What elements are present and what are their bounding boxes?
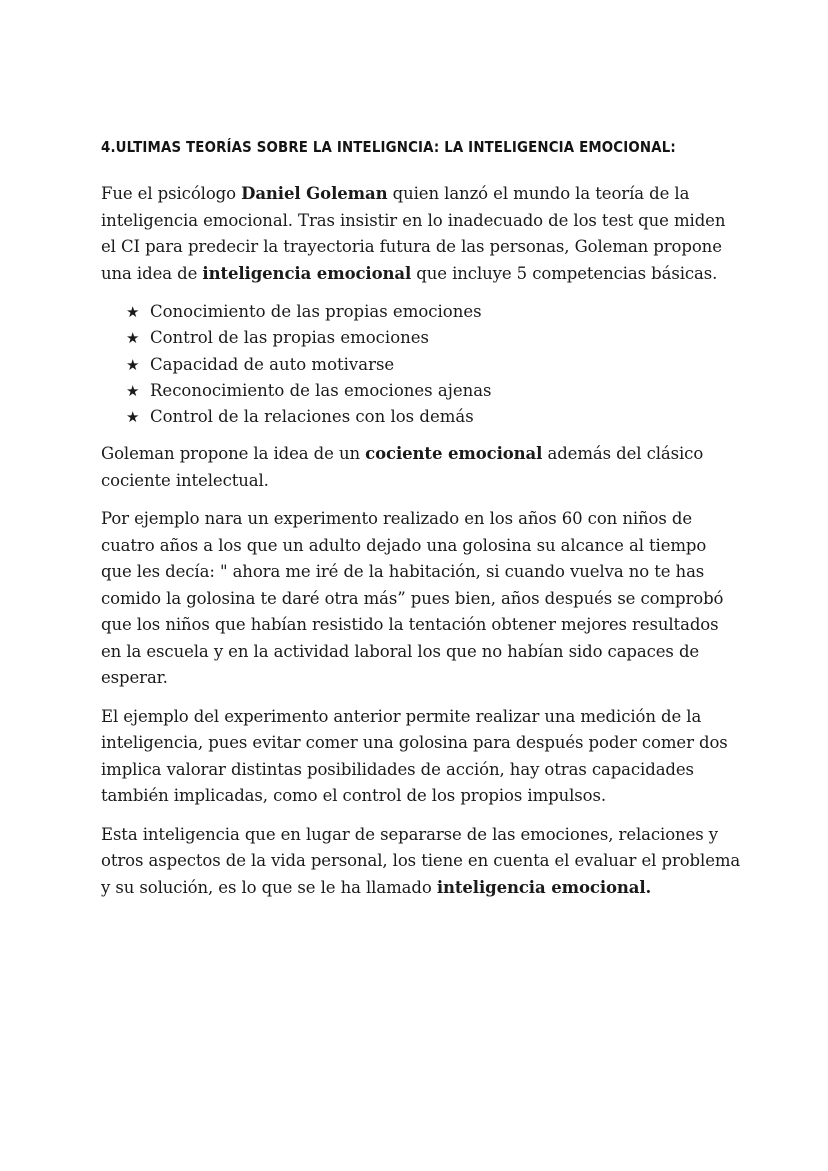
list-item — [126, 299, 741, 325]
document-content — [101, 135, 741, 913]
list-item-text: Control de las propias emociones — [150, 328, 429, 348]
paragraph-intro — [101, 181, 741, 287]
conclusion-text: Esta inteligencia que en lugar de separarse de las emociones, relaciones y otros aspectos de la vida personal, los tiene en cuenta el evaluar el problema y su solución, es lo que se le ha llamado — [101, 824, 741, 897]
list-item — [126, 404, 741, 430]
star-bullet-icon: ★ — [126, 408, 140, 427]
intro-text-1: Fue el psicólogo — [101, 184, 242, 203]
star-bullet-icon: ★ — [126, 381, 140, 400]
star-bullet-icon: ★ — [126, 329, 140, 348]
list-item — [126, 325, 741, 351]
conclusion-bold: inteligencia emocional. — [436, 877, 652, 897]
star-bullet-icon: ★ — [126, 303, 140, 321]
paragraph-experimento: Por ejemplo nara un experimento realizado en los años 60 con niños de cuatro años a los que un adulto dejado una golosina su alcance al tiempo que les decía: " ahora me iré de la habitación, si cuando vuelva no te has comido la golosina te daré otra más” pues bien, años después se comprobó que los niños que habían resistido la tentación obtener mejores resultados en la escuela y en la actividad laboral los que no habían sido capaces de esperar. — [101, 509, 724, 688]
intro-text-2: quien lanzó el mundo la teoría de la inteligencia emocional. Tras insistir en lo inadecuado de los test que miden el CI para predecir la trayectoria futura de las personas, Goleman propone una idea de — [101, 184, 726, 283]
intro-bold-inteligencia-emocional: inteligencia emocional — [202, 263, 412, 283]
paragraph-cociente — [101, 441, 741, 494]
list-item — [126, 352, 741, 378]
cociente-bold: cociente emocional — [365, 444, 543, 464]
star-bullet-icon: ★ — [126, 355, 140, 374]
list-item-text: Capacidad de auto motivarse — [150, 354, 395, 374]
intro-text-3: que incluye 5 competencias básicas. — [411, 263, 718, 283]
cociente-text-2: además del clásico cociente intelectual. — [101, 444, 704, 490]
list-item-text: Reconocimiento de las emociones ajenas — [150, 380, 492, 400]
cociente-text-1: Goleman propone la idea de un — [101, 444, 366, 464]
list-item — [126, 378, 741, 404]
paragraph-conclusion — [101, 822, 741, 902]
paragraph-medicion: El ejemplo del experimento anterior permite realizar una medición de la inteligencia, pues evitar comer una golosina para después poder comer dos implica valorar distintas posibilidades de acción, hay otras capacidades también implicadas, como el control de los propios impulsos. — [101, 706, 728, 806]
section-title: 4.ULTIMAS TEORÍAS SOBRE LA INTELIGNCIA: LA INTELIGENCIA EMOCIONAL: — [101, 138, 676, 156]
intro-bold-daniel-goleman: Daniel Goleman — [241, 184, 388, 203]
list-item-text: Conocimiento de las propias emociones — [150, 302, 482, 321]
competencias-list — [101, 299, 741, 430]
list-item-text: Control de la relaciones con los demás — [150, 407, 474, 427]
